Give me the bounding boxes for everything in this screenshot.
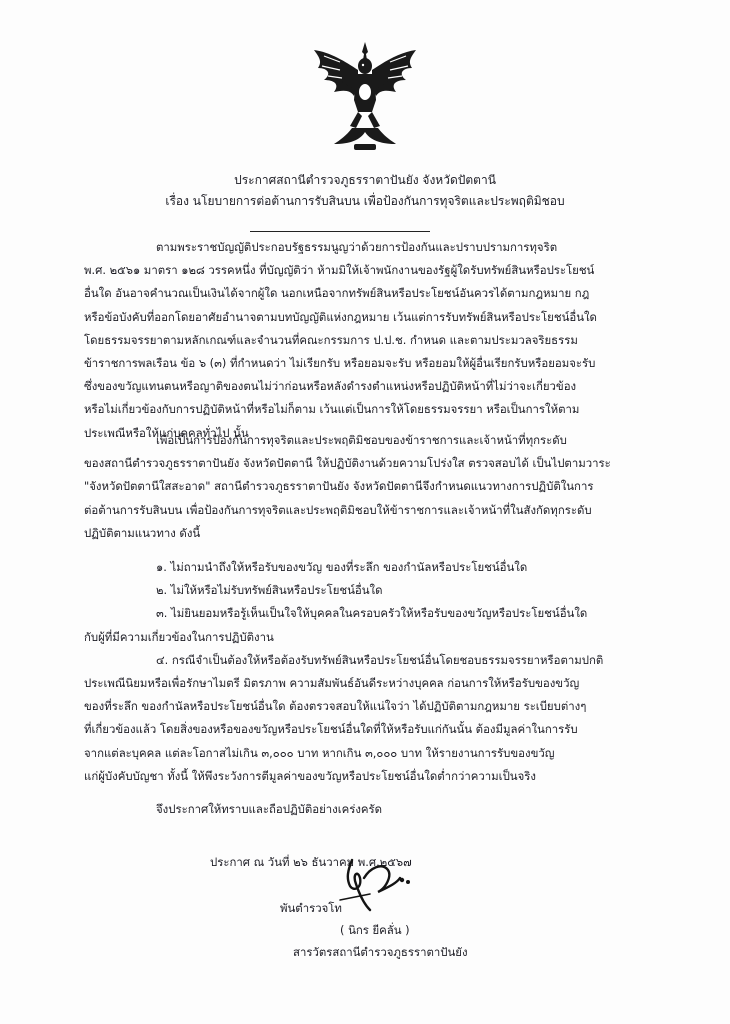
list-item: ๑. ไม่ถามนำถึงให้หรือรับของขวัญ ของที่ระลึก ของกำนัลหรือประโยชน์อื่นใด [156, 560, 528, 574]
header [0, 170, 730, 212]
paragraph-line: ต่อต้านการรับสินบน เพื่อป้องกันการทุจริตและประพฤติมิชอบให้ข้าราชการและเจ้าหน้าที่ในสังกัดทุกระดับ [84, 502, 592, 517]
header-divider [250, 231, 430, 232]
signatory-name: ( นิกร ยีคลั่น ) [340, 923, 410, 937]
paragraph-line: ข้าราชการพลเรือน ข้อ ๖ (๓) ที่กำหนดว่า ไม่เรียกรับ หรือยอมจะรับ หรือยอมให้ผู้อื่นเรียกรับหรือยอมจะรับ [84, 356, 596, 371]
list-item-continuation: แก่ผู้บังคับบัญชา ทั้งนี้ ให้พึงระวังการตีมูลค่าของขวัญหรือประโยชน์อื่นใดต่ำกว่าความเป็นจริง [84, 768, 536, 783]
announcement-date: ประกาศ ณ วันที่ ๒๖ ธันวาคม พ.ศ.๒๕๖๗ [210, 855, 412, 869]
list-item-continuation: กับผู้ที่มีความเกี่ยวข้องในการปฏิบัติงาน [84, 629, 274, 644]
paragraph-line: ของสถานีตำรวจภูธรราตาปันยัง จังหวัดปัตตานี ให้ปฏิบัติงานด้วยความโปร่งใส ตรวจสอบได้ เป็นไปตามวาระ [84, 456, 611, 471]
handwritten-signature-icon [330, 848, 425, 923]
paragraph-line: ซึ่งของขวัญแทนตนหรือญาติของตนไม่ว่าก่อนหรือหลังดำรงตำแหน่งหรือปฏิบัติหน้าที่ไม่ว่าจะเกี่ยวข้อง [84, 379, 577, 394]
paragraph-line: ประเพณีหรือให้แก่บุคคลทั่วไป นั้น [84, 425, 249, 440]
garuda-emblem-icon [310, 40, 420, 152]
list-item: ๓. ไม่ยินยอมหรือรู้เห็นเป็นใจให้บุคคลในครอบครัวให้หรือรับของขวัญหรือประโยชน์อื่นใด [156, 606, 588, 621]
list-item-continuation: ประเพณีนิยมหรือเพื่อรักษาไมตรี มิตรภาพ ความสัมพันธ์อันดีระหว่างบุคคล ก่อนการให้หรือรับของขวัญ [84, 676, 580, 691]
paragraph-1 [84, 236, 664, 445]
list-item: ๒. ไม่ให้หรือไม่รับทรัพย์สินหรือประโยชน์อื่นใด [156, 583, 383, 598]
list-item-continuation: จากแต่ละบุคคล แต่ละโอกาสไม่เกิน ๓,๐๐๐ บาท หากเกิน ๓,๐๐๐ บาท ให้รายงานการรับของขวัญ [84, 745, 555, 760]
signatory-rank: พันตำรวจโท [280, 901, 342, 915]
paragraph-line: ปฏิบัติตามแนวทาง ดังนี้ [84, 525, 201, 540]
guideline-list [84, 556, 674, 788]
paragraph-line: พ.ศ. ๒๕๖๑ มาตรา ๑๒๘ วรรคหนึ่ง ที่บัญญัติว่า ห้ามมิให้เจ้าพนักงานของรัฐผู้ใดรับทรัพย์สินหรือประโยชน์ [84, 263, 595, 278]
announcement-title: ประกาศสถานีตำรวจภูธรราตาปันยัง จังหวัดปัตตานี [234, 173, 496, 187]
paragraph-line: ตามพระราชบัญญัติประกอบรัฐธรรมนูญว่าด้วยการป้องกันและปราบปรามการทุจริต [156, 240, 558, 254]
paragraph-2 [84, 429, 664, 545]
list-item: ๔. กรณีจำเป็นต้องให้หรือต้องรับทรัพย์สินหรือประโยชน์อื่นโดยชอบธรรมจรรยาหรือตามปกติ [156, 652, 604, 667]
announcement-subject: เรื่อง นโยบายการต่อต้านการรับสินบน เพื่อป้องกันการทุจริตและประพฤติมิชอบ [165, 194, 565, 208]
closing-statement: จึงประกาศให้ทราบและถือปฏิบัติอย่างเคร่งครัด [156, 802, 383, 816]
paragraph-line: หรือไม่เกี่ยวข้องกับการปฏิบัติหน้าที่หรือไม่ก็ตาม เว้นแต่เป็นการให้โดยธรรมจรรยา หรือเป็นการให้ตาม [84, 402, 580, 417]
paragraph-line: อื่นใด อันอาจคำนวณเป็นเงินได้จากผู้ใด นอกเหนือจากทรัพย์สินหรือประโยชน์อันควรได้ตามกฎหมาย กฎ [84, 286, 590, 301]
paragraph-line: "จังหวัดปัตตานีใสสะอาด" สถานีตำรวจภูธรราตาปันยัง จังหวัดปัตตานีจึงกำหนดแนวทางการปฏิบัติในการ [84, 479, 594, 494]
signatory-position: สารวัตรสถานีตำรวจภูธรราตาปันยัง [293, 945, 468, 959]
paragraph-line: โดยธรรมจรรยาตามหลักเกณฑ์และจำนวนที่คณะกรรมการ ป.ป.ช. กำหนด และตามประมวลจริยธรรม [84, 332, 578, 347]
list-item-continuation: ที่เกี่ยวข้องแล้ว โดยสิ่งของหรือของขวัญหรือประโยชน์อื่นใดที่ให้หรือรับแก่กันนั้น ต้องมีมูลค่าในการรับ [84, 722, 578, 737]
paragraph-line: หรือข้อบังคับที่ออกโดยอาศัยอำนาจตามบทบัญญัติแห่งกฎหมาย เว้นแต่การรับทรัพย์สินหรือประโยชน์อื่นใด [84, 309, 597, 324]
list-item-continuation: ของที่ระลึก ของกำนัลหรือประโยชน์อื่นใด ต้องตรวจสอบให้แน่ใจว่า ได้ปฏิบัติตามกฎหมาย ระเบียบต่างๆ [84, 699, 587, 714]
paragraph-line: เพื่อเป็นการป้องกันการทุจริตและประพฤติมิชอบของข้าราชการและเจ้าหน้าที่ทุกระดับ [156, 433, 567, 447]
